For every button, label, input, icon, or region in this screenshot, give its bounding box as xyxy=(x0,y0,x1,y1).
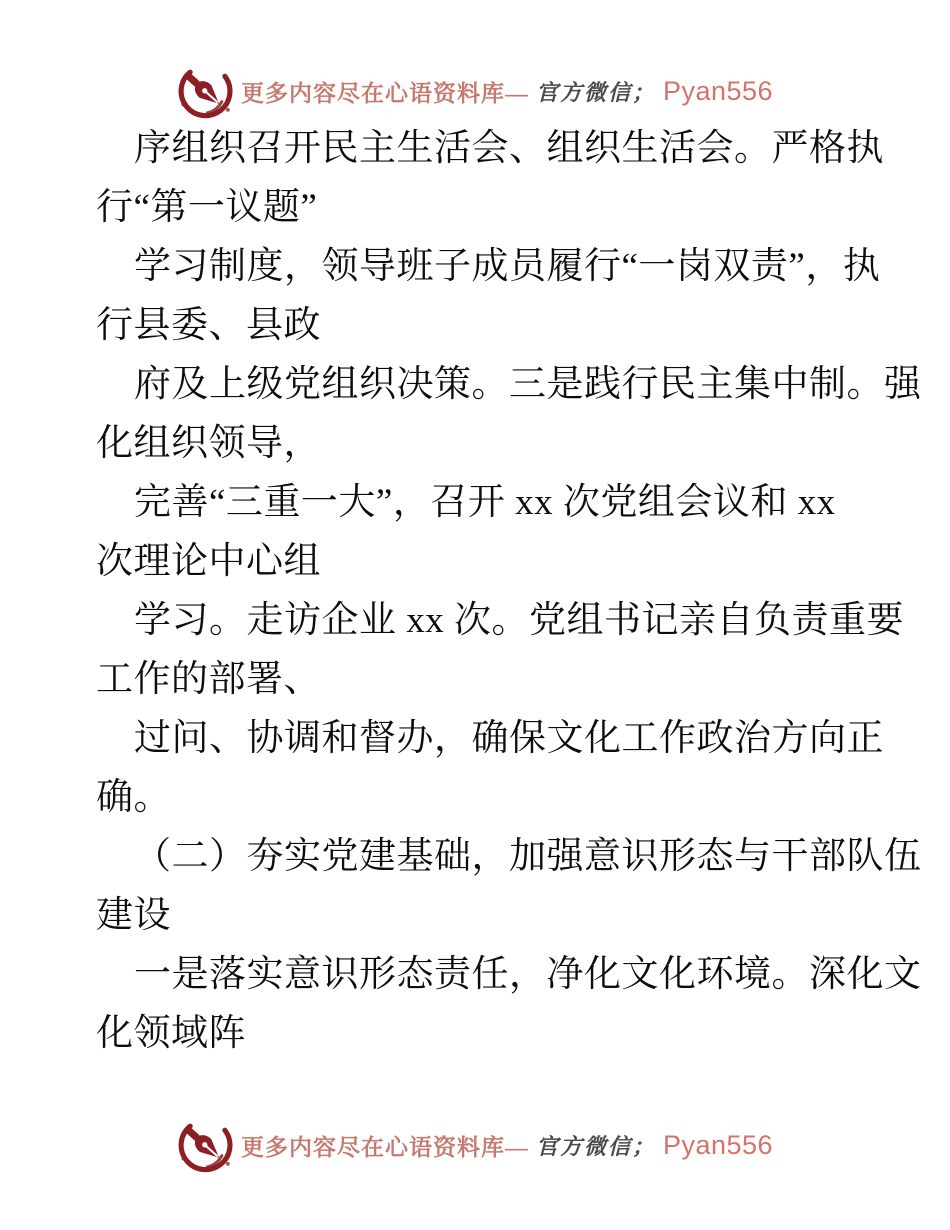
text-line: 化组织领导， xyxy=(96,423,321,464)
brand-slogan-text: 更多内容尽在心语资料库— xyxy=(240,80,529,106)
document-body xyxy=(96,119,922,1063)
text-line: 序组织召开民主生活会、组织生活会。严格执 xyxy=(134,128,884,169)
text-line: 行县委、县政 xyxy=(96,305,321,346)
text-line: 府及上级党组织决策。三是践行民主集中制。强 xyxy=(134,364,922,405)
text-line: （二）夯实党建基础，加强意识形态与干部队伍 xyxy=(134,836,922,877)
text-line: 行“第一议题” xyxy=(96,187,318,228)
text-line: 过问、协调和督办，确保文化工作政治方向正 xyxy=(134,718,884,759)
text-line: 完善“三重一大”，召开 xx 次党组会议和 xx xyxy=(134,482,836,523)
wechat-id-text: Pyan556 xyxy=(662,75,774,106)
pen-circle-logo-icon xyxy=(177,1117,234,1174)
text-line: 一是落实意识形态责任，净化文化环境。深化文 xyxy=(134,954,922,995)
pen-circle-logo-icon xyxy=(177,63,234,120)
wechat-label-text: 官方微信； xyxy=(535,1133,656,1159)
text-line: 建设 xyxy=(96,895,171,936)
text-line: 次理论中心组 xyxy=(96,541,321,582)
text-line: 学习制度，领导班子成员履行“一岗双责”，执 xyxy=(134,246,881,287)
brand-footer xyxy=(0,1116,950,1174)
text-line: 确。 xyxy=(96,777,171,818)
text-line: 工作的部署、 xyxy=(96,659,321,700)
wechat-label-text: 官方微信； xyxy=(535,79,656,105)
brand-slogan-text: 更多内容尽在心语资料库— xyxy=(240,1134,529,1160)
text-line: 化领域阵 xyxy=(96,1013,246,1054)
brand-header xyxy=(0,62,950,120)
wechat-id-text: Pyan556 xyxy=(662,1129,774,1160)
text-line: 学习。走访企业 xx 次。党组书记亲自负责重要 xyxy=(134,600,904,641)
